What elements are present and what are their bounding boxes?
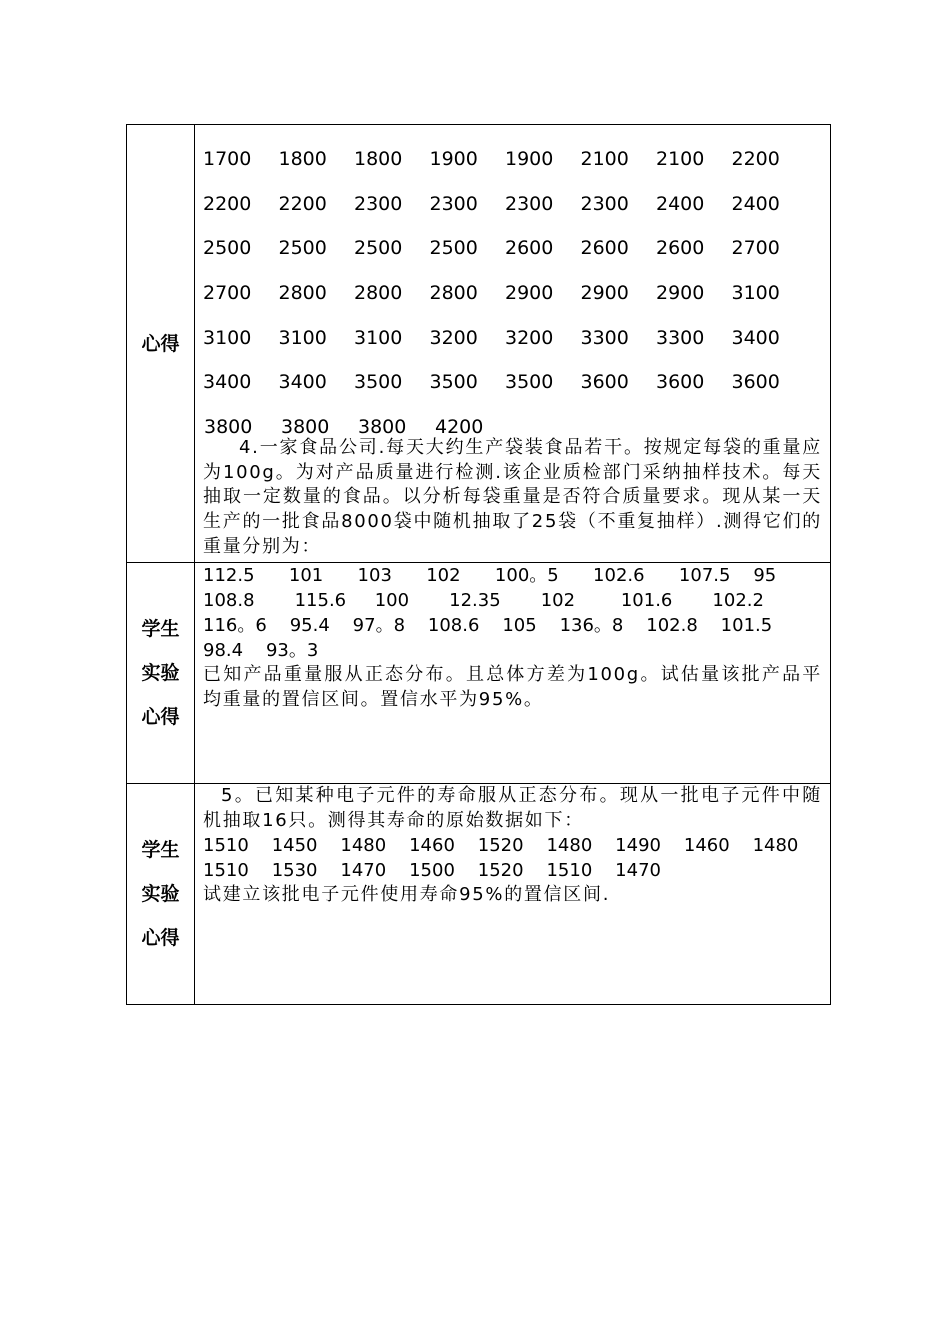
number-value: 1900 [505,148,554,170]
number-value: 3100 [354,326,403,349]
number-value: 2400 [731,192,780,215]
number-value: 3600 [580,371,629,394]
problem-5-intro: 5。已知某种电子元件的寿命服从正态分布。现从一批电子元件中随机抽取16只。测得其寿命的原始数据如下： [203,785,822,831]
number-value: 3400 [731,326,780,349]
table-row [127,125,831,563]
number-value: 3400 [278,371,327,394]
number-value: 3100 [731,282,780,305]
number-row [203,280,822,325]
number-row [203,325,822,370]
number-value: 2300 [354,192,403,215]
number-row [203,369,822,414]
number-row [203,146,822,191]
content-cell [195,563,831,784]
number-row [203,191,822,236]
number-value: 4200 [435,416,484,439]
row-label-line: 心得 [141,706,180,728]
number-value: 3200 [429,326,478,349]
number-value: 3500 [429,371,478,394]
number-value: 1700 [203,148,252,170]
number-value: 3100 [203,326,252,349]
number-value: 2200 [278,192,327,215]
number-value: 2100 [656,148,705,170]
number-value: 2500 [354,237,403,260]
number-value: 2300 [580,192,629,215]
row-label-line: 心得 [141,927,180,949]
number-value: 2200 [203,192,252,215]
weight-data-line: 116。6 95.4 97。8 108.6 105 136。8 102.8 101.5 [203,615,773,636]
number-value: 2100 [580,148,629,170]
number-value: 3400 [203,371,252,394]
report-table [126,124,831,1005]
number-value: 2900 [505,282,554,305]
weight-data-line: 112.5 101 103 102 100。5 102.6 107.5 95 [203,565,777,586]
number-value: 3800 [204,416,253,439]
number-grid [203,125,822,414]
number-value: 2200 [731,148,780,170]
number-value: 1900 [429,148,478,170]
number-value: 1800 [354,148,403,170]
number-value: 2600 [580,237,629,260]
row-label [127,563,195,784]
lifetime-data-line: 1510 1530 1470 1500 1520 1510 1470 [203,860,661,882]
number-value: 2900 [656,282,705,305]
number-last-row [203,414,822,439]
table-row [127,563,831,784]
number-value: 2700 [731,237,780,260]
number-value: 3800 [281,416,330,439]
number-value: 2300 [505,192,554,215]
number-value: 1800 [278,148,327,170]
table-row [127,784,831,1005]
number-value: 2600 [505,237,554,260]
lifetime-data-line: 1510 1450 1480 1460 1520 1480 1490 1460 1480 [203,835,799,857]
row-label-line: 学生 [141,839,180,861]
number-value: 3100 [278,326,327,349]
row-label-line: 实验 [141,662,180,684]
weight-data-line: 108.8 115.6 100 12.35 102 101.6 102.2 [203,590,764,611]
number-value: 3300 [656,326,705,349]
number-value: 3500 [354,371,403,394]
row-label-line: 学生 [141,618,180,640]
number-value: 2500 [203,237,252,260]
number-value: 2400 [656,192,705,215]
row-label-text: 心得 [141,332,180,355]
number-value: 2300 [429,192,478,215]
question-text: 试建立该批电子元件使用寿命95%的置信区间. [203,884,611,906]
row-label [127,125,195,563]
row-label [127,784,195,1005]
number-value: 3200 [505,326,554,349]
question-text: 已知产品重量服从正态分布。且总体方差为100g。试估量该批产品平均重量的置信区间。置信水平为95%。 [203,664,822,710]
number-value: 2500 [278,237,327,260]
number-value: 2700 [203,282,252,305]
number-row [203,235,822,280]
weight-data-line: 98.4 93。3 [203,640,319,661]
number-value: 3300 [580,326,629,349]
content-cell [195,784,831,1005]
problem-4-text: 4.一家食品公司.每天大约生产袋装食品若干。按规定每袋的重量应为100g。为对产品质量进行检测.该企业质检部门采纳抽样技术。每天抽取一定数量的食品。以分析每袋重量是否符合质量要求。现从某一天生产的一批食品8000袋中随机抽取了25袋（不重复抽样）.测得它们的重量分别为： [203,437,822,557]
number-value: 2800 [354,282,403,305]
number-value: 3600 [731,371,780,394]
number-value: 2500 [429,237,478,260]
number-value: 2600 [656,237,705,260]
number-value: 2800 [278,282,327,305]
number-value: 3800 [358,416,407,439]
number-value: 3500 [505,371,554,394]
number-value: 3600 [656,371,705,394]
content-cell [195,125,831,563]
number-value: 2900 [580,282,629,305]
number-value: 2800 [429,282,478,305]
row-label-line: 实验 [141,883,180,905]
